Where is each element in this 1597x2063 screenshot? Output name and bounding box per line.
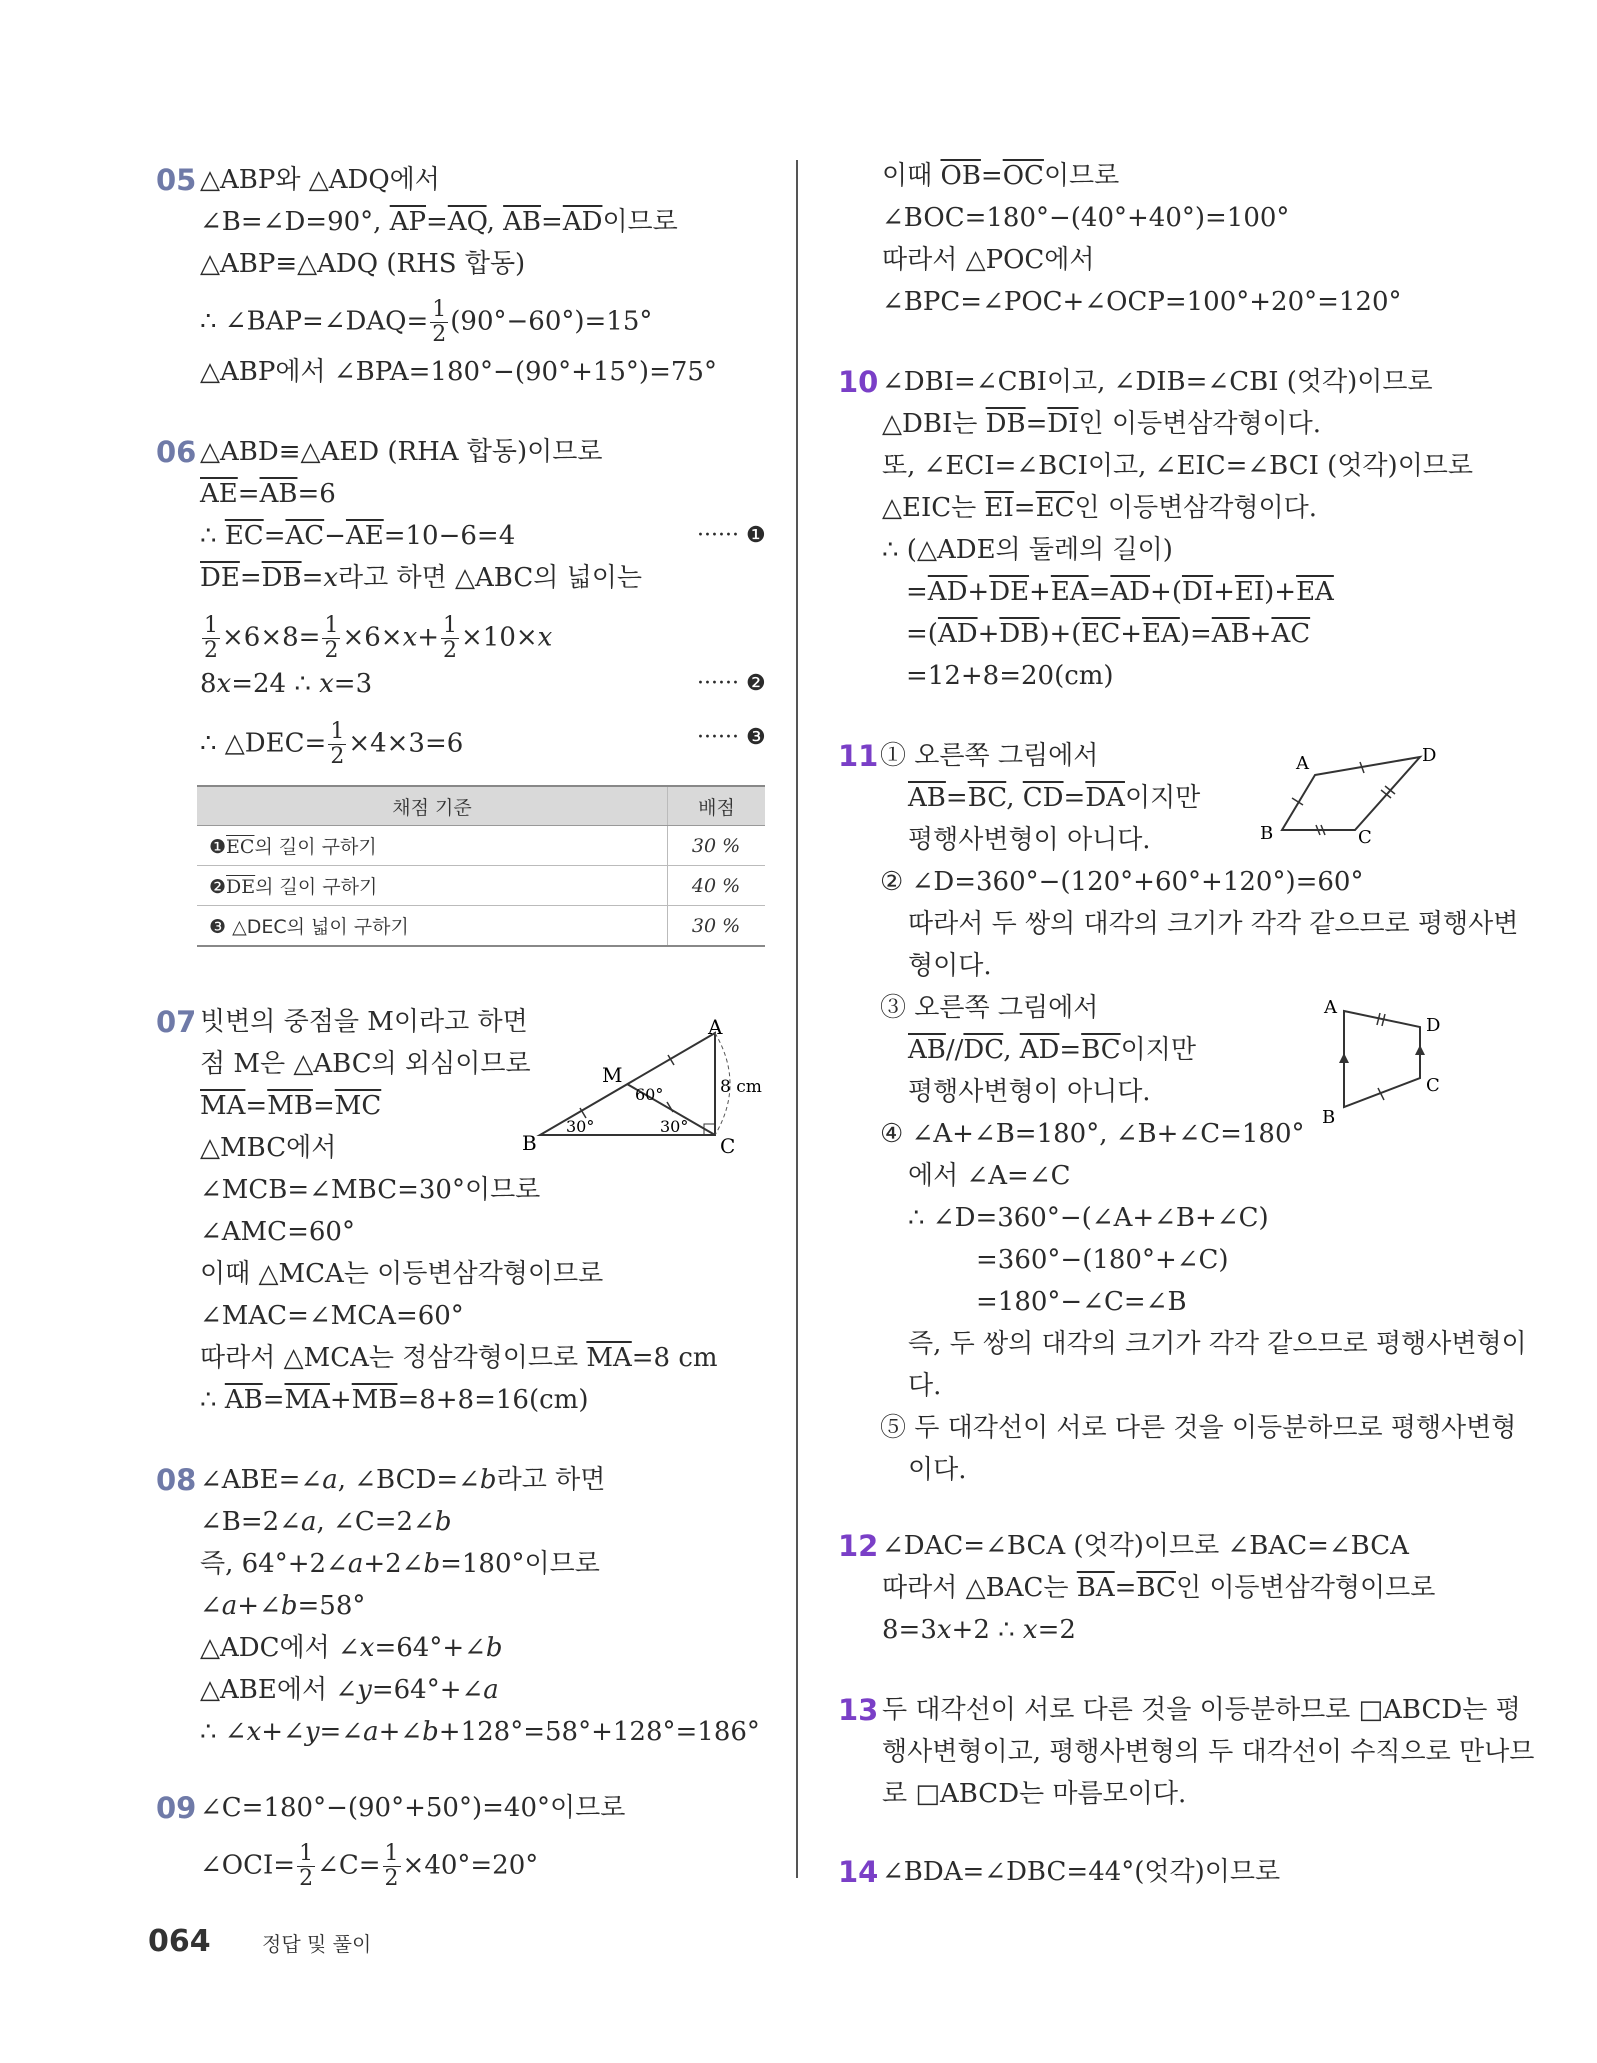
text-line: ⑤ 두 대각선이 서로 다른 것을 이등분하므로 평행사변형: [880, 1413, 1517, 1443]
label-b: B: [1260, 823, 1274, 844]
problem-number: 11: [838, 739, 879, 773]
label-d: D: [1426, 1015, 1441, 1036]
text-line: 에서 ∠A=∠C: [908, 1161, 1071, 1191]
text-line: ∠C=180°−(90°+50°)=40°이므로: [200, 1793, 626, 1823]
text-line: ∠AMC=60°: [200, 1217, 355, 1247]
text-line: ∠OCI= $\frac{1}{2}$ ∠C= $\frac{1}{2}$ ×40°=20°: [200, 1841, 539, 1891]
text-line: 이때 $\overline{OB}=\overline{OC}$이므로: [882, 161, 1120, 191]
quadrilateral-figure-1: [1260, 745, 1440, 845]
label-m: M: [602, 1063, 623, 1087]
page-number: 064: [148, 1924, 211, 1959]
table-row: $❷\overline{DE}$의 길이 구하기 40 %: [197, 866, 765, 906]
text-line: 점 M은 △ABC의 외심이므로: [200, 1049, 531, 1079]
text-line: ∴ $\overline{EC}=\overline{AC}-\overline{AE}=10-6=4$: [200, 521, 516, 551]
text-line: ② ∠D=360°−(120°+60°+120°)=60°: [880, 867, 1364, 897]
label-a: A: [1296, 753, 1309, 774]
column-divider: [796, 160, 798, 1878]
text-line: 따라서 △MCA는 정삼각형이므로 $\overline{MA}=8$ cm: [200, 1343, 718, 1373]
text-line: ∴ ∠BAP=∠DAQ= $\frac{1}{2}$ (90°−60°)=15°: [200, 297, 653, 347]
problem-number: 14: [838, 1855, 879, 1889]
text-line: =180°−∠C=∠B: [976, 1287, 1187, 1317]
text-line: △ABD≡△AED (RHA 합동)이므로: [200, 437, 603, 467]
text-line: 두 대각선이 서로 다른 것을 이등분하므로 □ABCD는 평: [882, 1695, 1521, 1725]
text-line: $\overline{MA}=\overline{MB}=\overline{MC}$: [200, 1091, 382, 1121]
text-line: 이때 △MCA는 이등변삼각형이므로: [200, 1259, 604, 1289]
text-line: $=\overline{AD}+\overline{DE}+\overline{EA}=\overline{AD}+(\overline{DI}+\overline{EI})+\overline{EA}$: [906, 577, 1334, 607]
text-line: ∴ ∠D=360°−(∠A+∠B+∠C): [908, 1203, 1269, 1233]
text-line: △EIC는 $\overline{EI}=\overline{EC}$인 이등변삼각형이다.: [882, 493, 1318, 523]
text-line: 빗변의 중점을 M이라고 하면: [200, 1007, 528, 1037]
problem-number: 09: [156, 1791, 197, 1825]
text-line: △ABP≡△ADQ (RHS 합동): [200, 249, 526, 279]
text-line: ∴ (△ADE의 둘레의 길이): [882, 535, 1173, 565]
text-line: ∠DAC=∠BCA (엇각)이므로 ∠BAC=∠BCA: [882, 1531, 1409, 1561]
text-line: ∠MAC=∠MCA=60°: [200, 1301, 464, 1331]
step-marker: ······ ❷: [697, 671, 766, 696]
angle-label: 30°: [660, 1117, 689, 1136]
table-header: 채점 기준: [197, 786, 668, 826]
step-marker: ······ ❸: [697, 725, 766, 750]
label-b: B: [522, 1131, 537, 1155]
triangle-figure: [520, 1010, 780, 1160]
text-line: =12+8=20(cm): [906, 661, 1114, 691]
label-c: C: [1358, 827, 1372, 845]
step-marker: ······ ❶: [697, 523, 766, 548]
angle-label: 60°: [635, 1085, 664, 1104]
text-line: 다.: [908, 1371, 942, 1401]
text-line: ∠BOC=180°−(40°+40°)=100°: [882, 203, 1290, 233]
text-line: $=(\overline{AD}+\overline{DB})+(\overline{EC}+\overline{EA})=\overline{AB}+\overline{AC}$: [906, 619, 1311, 649]
text-line: 따라서 △BAC는 $\overline{BA}=\overline{BC}$인 이등변삼각형이므로: [882, 1573, 1436, 1603]
fraction: $\frac{1}{2}$: [432, 297, 447, 347]
text-line: △ADC에서 ∠𝑥=64°+∠𝑏: [200, 1633, 503, 1663]
footer-label: 정답 및 풀이: [262, 1932, 372, 1956]
text-line: ∠BPC=∠POC+∠OCP=100°+20°=120°: [882, 287, 1402, 317]
label-a: A: [708, 1015, 723, 1039]
text-line: $\overline{DE}=\overline{DB}=𝑥$라고 하면 △ABC의 넓이는: [200, 563, 643, 593]
problem-number: 07: [156, 1005, 197, 1039]
text-line: =360°−(180°+∠C): [976, 1245, 1229, 1275]
text-line: 따라서 두 쌍의 대각의 크기가 각각 같으므로 평행사변: [908, 909, 1519, 939]
text-line: ∠𝑎+∠𝑏=58°: [200, 1591, 366, 1621]
text-line: $\frac{1}{2}$ ×6×8= $\frac{1}{2}$ ×6×𝑥+ $\frac{1}{2}$ ×10×𝑥: [204, 613, 553, 663]
text-line: △ABP와 △ADQ에서: [200, 165, 440, 195]
text-line: 로 □ABCD는 마름모이다.: [882, 1779, 1187, 1809]
problem-number: 08: [156, 1463, 197, 1497]
text-line: ∴ △DEC= $\frac{1}{2}$ ×4×3=6: [200, 719, 464, 769]
text-line: 형이다.: [908, 951, 992, 981]
label-c: C: [1426, 1075, 1440, 1096]
problem-number: 12: [838, 1529, 879, 1563]
problem-number: 06: [156, 435, 197, 469]
scoring-table: [197, 785, 765, 947]
text-line: ∠MCB=∠MBC=30°이므로: [200, 1175, 541, 1205]
text-line: 행사변형이고, 평행사변형의 두 대각선이 수직으로 만나므: [882, 1737, 1535, 1767]
text-line: 또, ∠ECI=∠BCI이고, ∠EIC=∠BCI (엇각)이므로: [882, 451, 1474, 481]
text-line: ③ 오른쪽 그림에서: [880, 993, 1099, 1023]
text-line: 8𝑥=24 ∴ 𝑥=3: [200, 669, 373, 699]
table-row: ❸ △DEC의 넓이 구하기 30 %: [197, 906, 765, 947]
text-line: △DBI는 $\overline{DB}=\overline{DI}$인 이등변삼각형이다.: [882, 409, 1322, 439]
problem-number: 10: [838, 365, 879, 399]
text-line: ∴ ∠𝑥+∠𝑦=∠𝑎+∠𝑏+128°=58°+128°=186°: [200, 1717, 760, 1747]
text-line: ∠B=2∠𝑎, ∠C=2∠𝑏: [200, 1507, 452, 1537]
text-line: 즉, 두 쌍의 대각의 크기가 각각 같으므로 평행사변형이: [908, 1329, 1527, 1359]
text-line: 즉, 64°+2∠𝑎+2∠𝑏=180°이므로: [200, 1549, 600, 1579]
text-line: ∠DBI=∠CBI이고, ∠DIB=∠CBI (엇각)이므로: [882, 367, 1433, 397]
text-line: ∠ABE=∠𝑎, ∠BCD=∠𝑏라고 하면: [200, 1465, 606, 1495]
text-line: 8=3𝑥+2 ∴ 𝑥=2: [882, 1615, 1076, 1645]
text-line: 이다.: [908, 1455, 967, 1485]
label-b: B: [1322, 1107, 1336, 1128]
text-line: ∴ $\overline{AB}=\overline{MA}+\overline{MB}=8+8=16(cm)$: [200, 1385, 589, 1415]
text-line: △MBC에서: [200, 1133, 337, 1163]
text-line: 평행사변형이 아니다.: [908, 1077, 1151, 1107]
text-line: $\overline{AB}=\overline{BC}$, $\overline{CD}=\overline{DA}$이지만: [908, 783, 1201, 813]
table-row: $❶\overline{EC}$의 길이 구하기 30 %: [197, 826, 765, 866]
text-line: ∠BDA=∠DBC=44°(엇각)이므로: [882, 1857, 1281, 1887]
text-line: △ABP에서 ∠BPA=180°−(90°+15°)=75°: [200, 357, 717, 387]
text-line: ④ ∠A+∠B=180°, ∠B+∠C=180°: [880, 1119, 1305, 1149]
angle-label: 30°: [566, 1117, 595, 1136]
text-line: 따라서 △POC에서: [882, 245, 1095, 275]
problem-number: 05: [156, 163, 197, 197]
text-line: ① 오른쪽 그림에서: [880, 741, 1099, 771]
text-line: △ABE에서 ∠𝑦=64°+∠𝑎: [200, 1675, 499, 1705]
label-d: D: [1422, 745, 1437, 766]
text-line: $\overline{AE}=\overline{AB}=6$: [200, 479, 336, 509]
quadrilateral-figure-2: [1318, 995, 1448, 1130]
text-line: ∠B=∠D=90°, $\overline{AP}=\overline{AQ}$, $\overline{AB}=\overline{AD}$이므로: [200, 207, 678, 237]
text-line: 평행사변형이 아니다.: [908, 825, 1151, 855]
label-a: A: [1324, 997, 1337, 1018]
text-line: $\overline{AB}//\overline{DC}$, $\overline{AD}=\overline{BC}$이지만: [908, 1035, 1197, 1065]
problem-number: 13: [838, 1693, 879, 1727]
length-label: 8 cm: [720, 1077, 762, 1097]
table-header: 배점: [668, 786, 766, 826]
label-c: C: [720, 1134, 736, 1158]
